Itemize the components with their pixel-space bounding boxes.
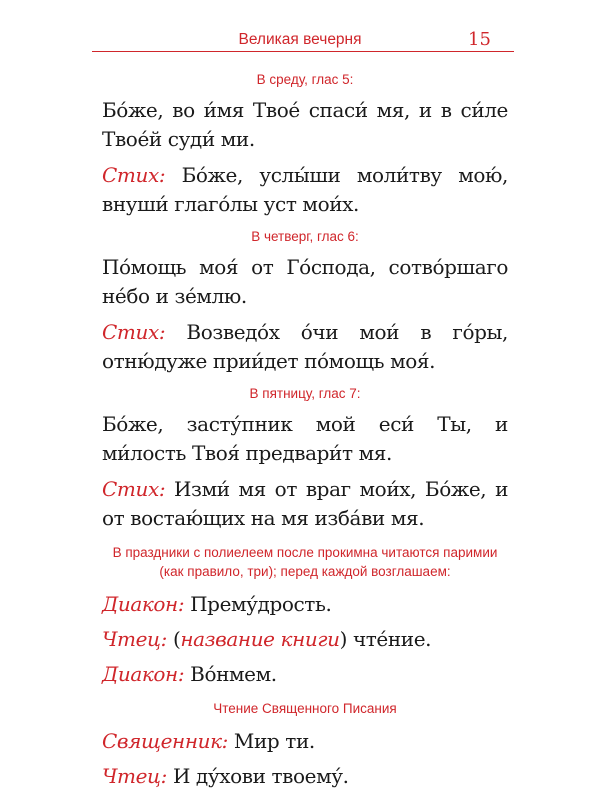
reader-label: Чтец: — [102, 764, 167, 788]
deacon-text: Прему́дрость. — [190, 592, 332, 616]
reader-text: чте́ние. — [352, 627, 432, 651]
prokeimenon-thursday: По́мощь моя́ от Го́спода, сотво́ршаго не́бо и зе́млю. — [102, 255, 508, 308]
book-name-hint: название книги — [180, 627, 340, 651]
subheading-friday: В пятницу, глас 7: — [249, 386, 361, 401]
verse-text: Бо́же, услы́ши моли́тву мою́, внуши́ глаго́лы уст мои́х. — [102, 163, 508, 216]
header-rule — [92, 51, 514, 52]
paren-close: ) — [339, 627, 347, 651]
subheading-thursday: В четверг, глас 6: — [251, 229, 359, 244]
verse-thursday — [102, 318, 508, 376]
verse-label: Стих: — [102, 163, 166, 187]
verse-friday — [102, 475, 508, 533]
verse-text: Изми́ мя от враг мои́х, Бо́же, и от востаю́щих на мя изба́ви мя. — [102, 477, 509, 530]
deacon-line-wisdom — [102, 590, 508, 619]
priest-line-peace — [102, 727, 508, 756]
deacon-text: Во́нмем. — [190, 662, 277, 686]
verse-wednesday — [102, 161, 508, 219]
deacon-line-attend — [102, 660, 508, 689]
page-number: 15 — [468, 29, 491, 50]
reader-line-reading — [102, 625, 508, 654]
prokeimenon-wednesday: Бо́же, во и́мя Твое́ спаси́ мя, и в си́ле Твое́й суди́ ми. — [102, 98, 508, 151]
scripture-heading: Чтение Священного Писания — [213, 701, 397, 716]
reader-text: И ду́хови твоему́. — [172, 764, 349, 788]
subheading-wednesday: В среду, глас 5: — [256, 72, 354, 87]
verse-text: Возведо́х о́чи мои́ в го́ры, отню́дуже прии́дет по́мощь моя́. — [102, 320, 508, 373]
header-title: Великая вечерня — [238, 31, 362, 48]
priest-text: Мир ти. — [233, 729, 315, 753]
reader-label: Чтец: — [102, 627, 167, 651]
priest-label: Священник: — [102, 729, 228, 753]
page-body — [102, 70, 508, 791]
paren-open: ( — [172, 627, 181, 651]
deacon-label: Диакон: — [102, 592, 185, 616]
verse-label: Стих: — [102, 477, 166, 501]
deacon-label: Диакон: — [102, 662, 185, 686]
verse-label: Стих: — [102, 320, 166, 344]
rubric-feasts: В праздники с полиелеем после прокимна читаются паримии (как правило, три); перед каждой возглашаем: — [112, 545, 498, 579]
prokeimenon-friday: Бо́же, засту́пник мой еси́ Ты, и ми́лость Твоя́ предвари́т мя. — [102, 412, 508, 465]
reader-line-spirit — [102, 762, 508, 791]
